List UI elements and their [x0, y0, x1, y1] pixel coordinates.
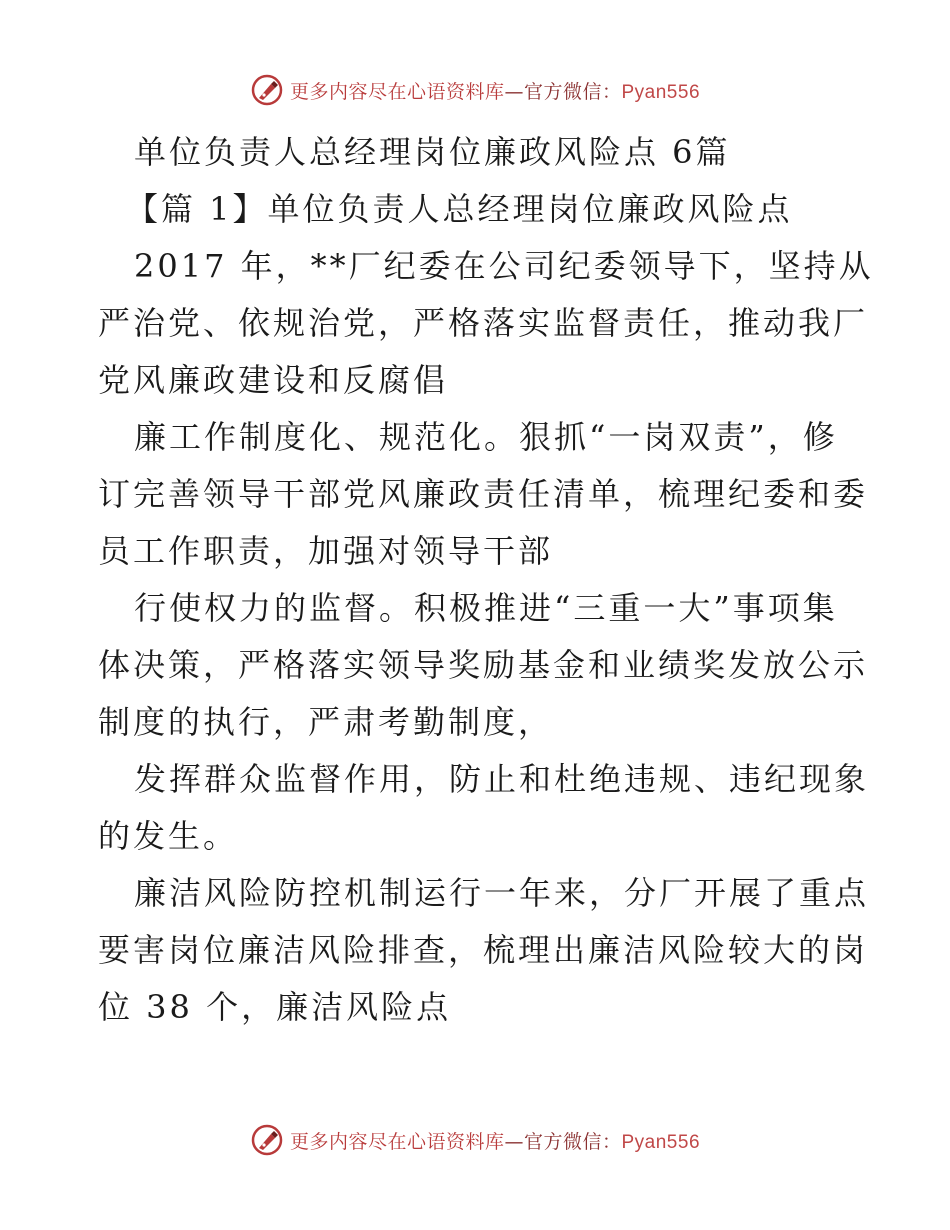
footer-banner-sep: —官方微信：: [504, 1130, 622, 1153]
paragraph-line: 严治党、依规治党，严格落实监督责任，推动我厂: [98, 304, 869, 342]
paragraph-line: 位 38 个，廉洁风险点: [98, 988, 452, 1026]
footer-banner-text: [290, 1127, 700, 1154]
paragraph-line: 廉洁风险防控机制运行一年来，分厂开展了重点: [134, 874, 870, 912]
paragraph-line: 订完善领导干部党风廉政责任清单，梳理纪委和委: [98, 475, 869, 513]
paragraph-line: 党风廉政建设和反腐倡: [98, 361, 449, 399]
header-banner: [0, 70, 950, 110]
footer-banner: [0, 1120, 950, 1160]
header-banner-wechat-id: Pyan556: [621, 81, 701, 103]
header-banner-sep: —官方微信：: [504, 80, 622, 103]
document-body: [98, 124, 874, 1036]
header-banner-text: [290, 77, 700, 104]
footer-banner-main: 更多内容尽在心语资料库: [289, 1130, 505, 1153]
header-banner-main: 更多内容尽在心语资料库: [289, 80, 505, 103]
paragraph-line: 员工作职责，加强对领导干部: [98, 532, 554, 570]
paragraph-line: 的发生。: [98, 817, 239, 855]
footer-banner-wechat-id: Pyan556: [621, 1131, 701, 1153]
paragraph-line: 2017 年，**厂纪委在公司纪委领导下，坚持从: [134, 247, 874, 285]
paragraph-line: 要害岗位廉洁风险排查，梳理出廉洁风险较大的岗: [98, 931, 869, 969]
paragraph-line: 廉工作制度化、规范化。狠抓“一岗双责”，修: [134, 418, 838, 456]
pen-nib-logo-icon: [250, 73, 284, 107]
paragraph-line: 行使权力的监督。积极推进“三重一大”事项集: [134, 589, 838, 627]
section-heading: 【篇 1】单位负责人总经理岗位廉政风险点: [126, 190, 793, 228]
paragraph-line: 制度的执行，严肃考勤制度，: [98, 703, 554, 741]
paragraph-line: 体决策，严格落实领导奖励基金和业绩奖发放公示: [98, 646, 869, 684]
pen-nib-logo-icon: [250, 1123, 284, 1157]
paragraph-line: 发挥群众监督作用，防止和杜绝违规、违纪现象: [134, 760, 870, 798]
document-title: 单位负责人总经理岗位廉政风险点 6篇: [134, 133, 731, 171]
